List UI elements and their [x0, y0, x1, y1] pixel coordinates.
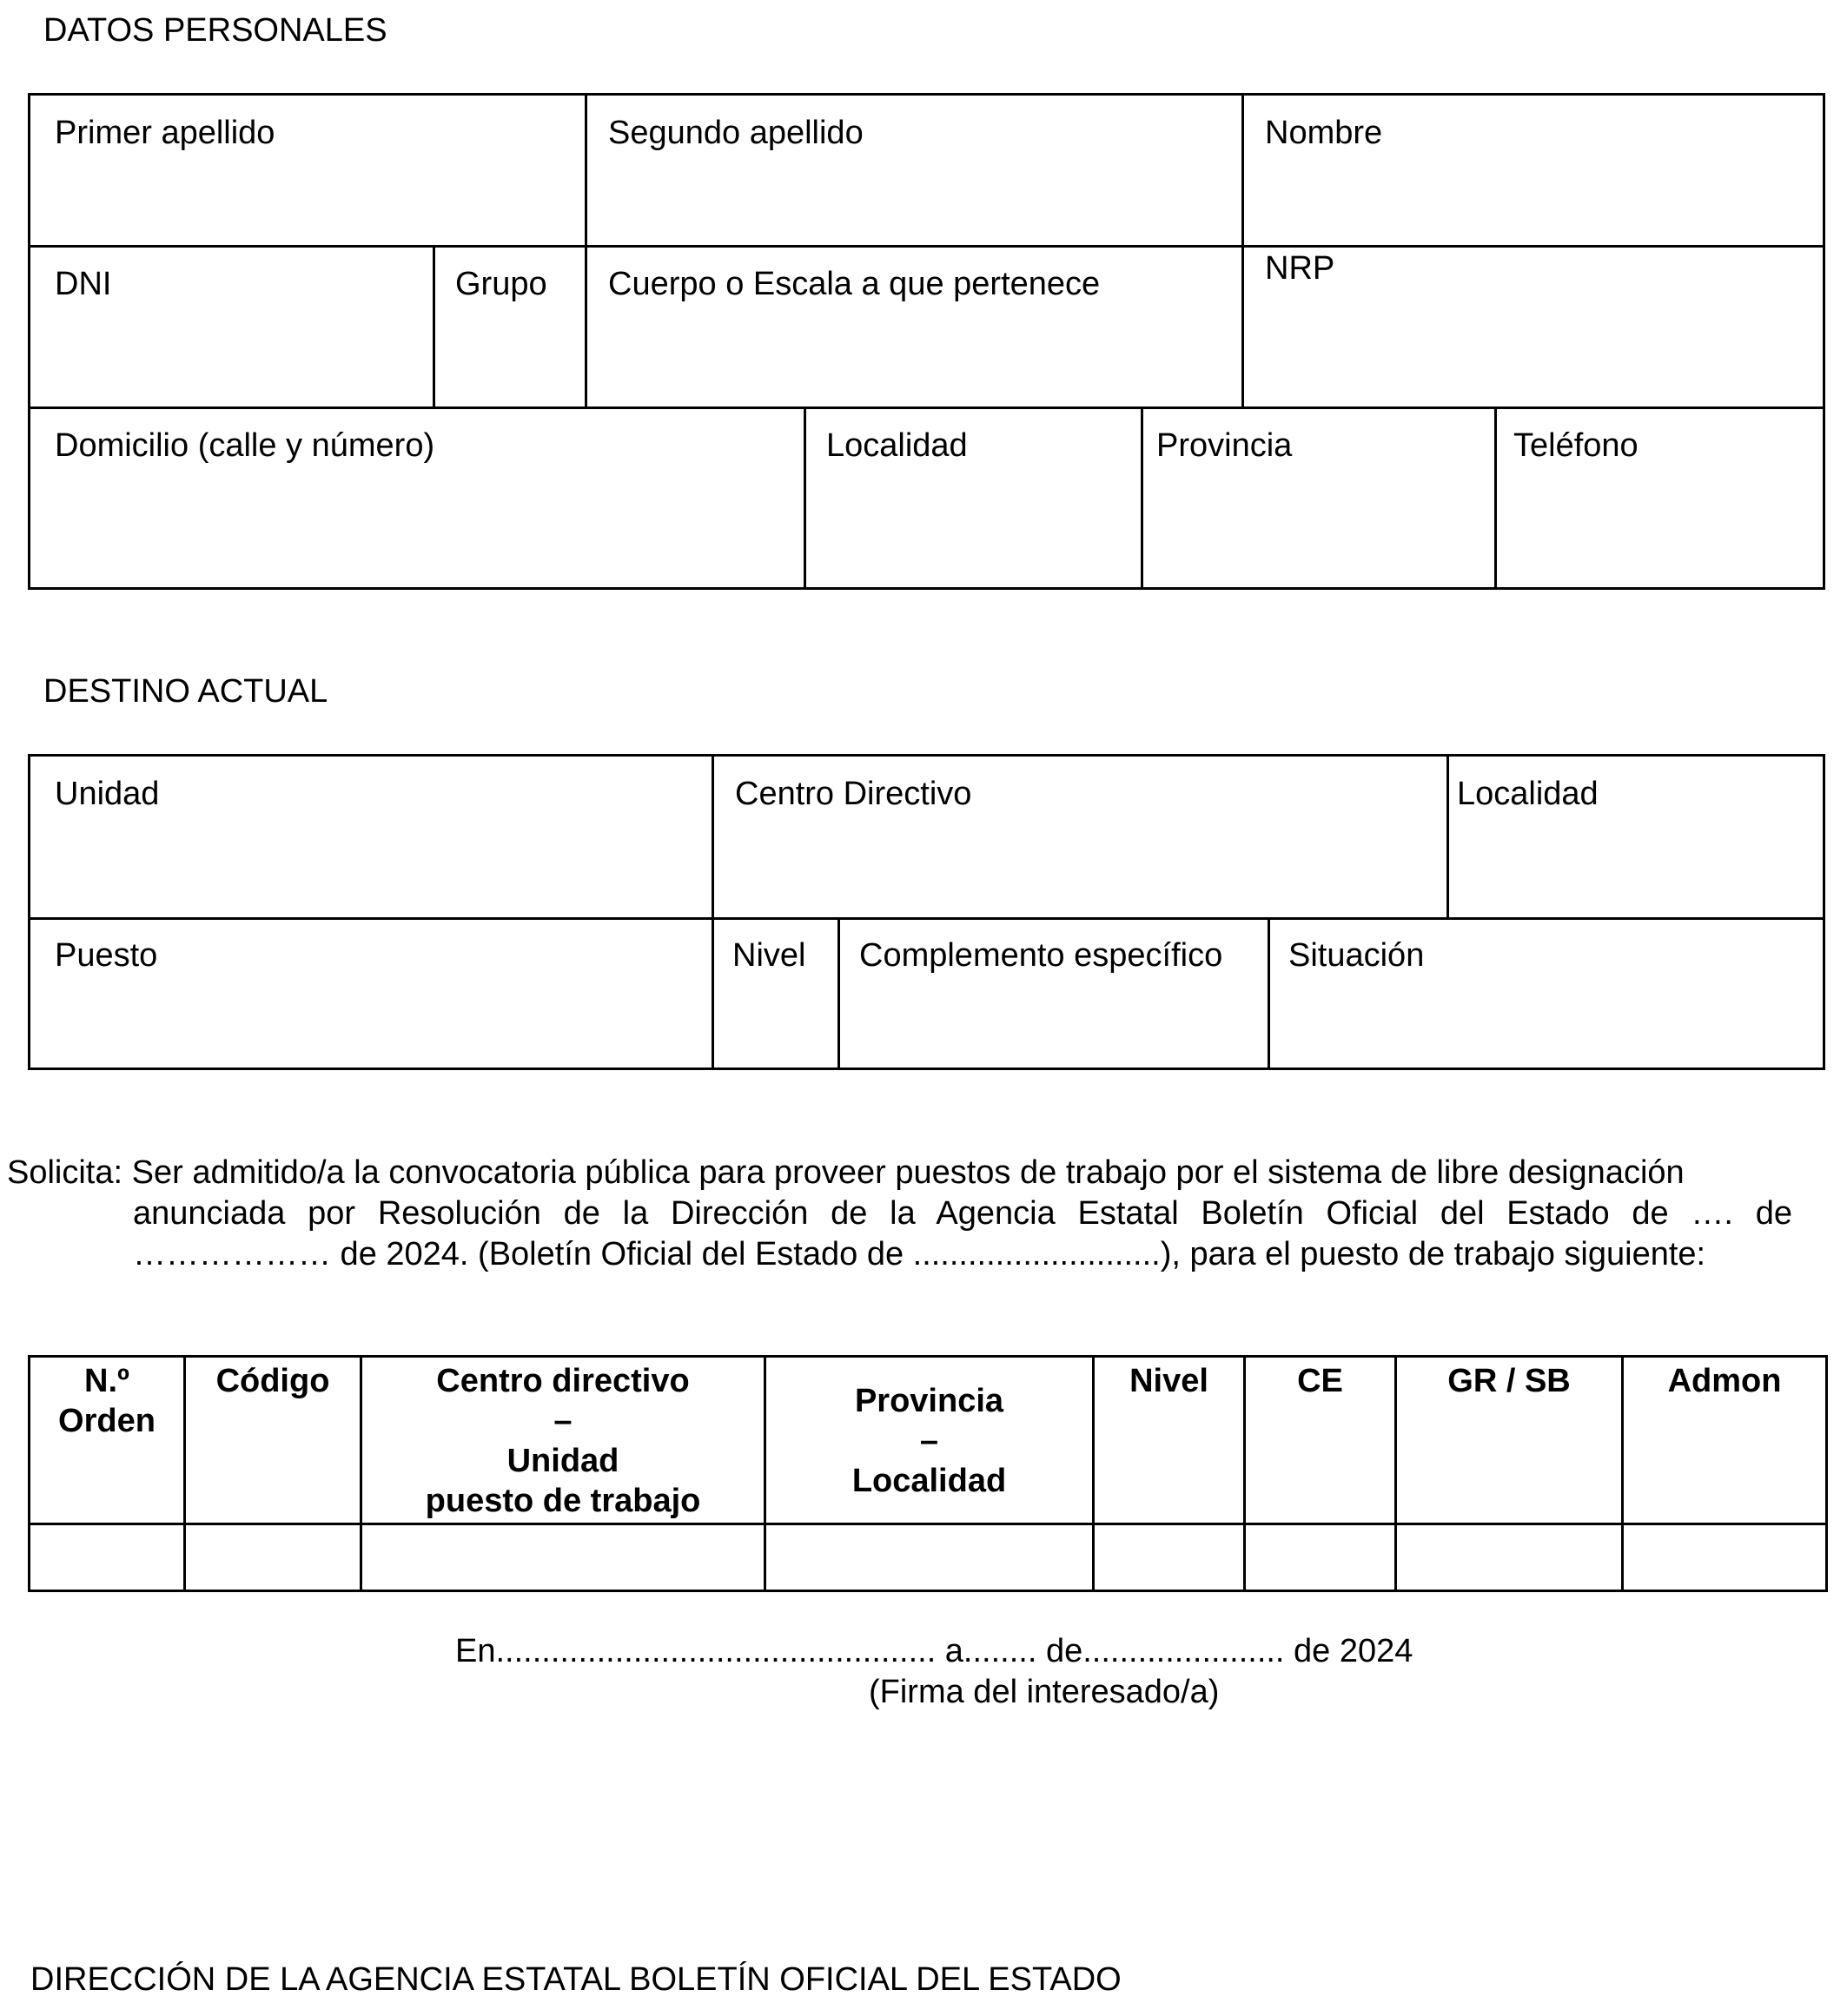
- puesto-solicitado-table: [28, 1355, 1828, 1592]
- field-primer-apellido[interactable]: Primer apellido: [55, 115, 275, 151]
- column-header-ce: CE: [1297, 1363, 1343, 1399]
- cell-admon[interactable]: [1624, 1525, 1825, 1590]
- column-header-provincia-localidad: Provincia – Localidad: [851, 1383, 1007, 1499]
- solicitud-line-1: Ser admitido/a la convocatoria pública para proveer puestos de trabajo por el sistema de libre designación: [131, 1154, 1685, 1191]
- field-grupo[interactable]: Grupo: [455, 266, 547, 302]
- field-nrp[interactable]: NRP: [1265, 250, 1335, 287]
- column-header-centro-directivo: Centro directivo – Unidad puesto de trabajo: [425, 1363, 701, 1519]
- field-situacion[interactable]: Situación: [1288, 937, 1425, 974]
- column-header-admon: Admon: [1667, 1363, 1782, 1399]
- fecha-lugar-line: En................................................ a........ de...................... de 2024: [455, 1633, 1413, 1669]
- section-heading-datos-personales: DATOS PERSONALES: [43, 12, 387, 49]
- field-dni[interactable]: DNI: [55, 266, 112, 302]
- cell-ce[interactable]: [1246, 1525, 1394, 1590]
- field-unidad[interactable]: Unidad: [55, 776, 160, 812]
- field-localidad[interactable]: Localidad: [826, 427, 968, 464]
- field-centro-directivo[interactable]: Centro Directivo: [735, 776, 972, 812]
- cell-orden[interactable]: [30, 1525, 183, 1590]
- solicitud-line-3: ……………… de 2024. (Boletín Oficial del Estado de ...........................), para el puesto de trabajo siguiente:: [133, 1236, 1706, 1272]
- solicitud-paragraph: [7, 1153, 1797, 1275]
- cell-gr-sb[interactable]: [1397, 1525, 1621, 1590]
- column-header-orden: N.º Orden: [58, 1363, 156, 1439]
- column-header-codigo: Código: [215, 1363, 330, 1399]
- field-puesto[interactable]: Puesto: [55, 937, 158, 974]
- solicitud-line-2: anunciada por Resolución de la Dirección de la Agencia Estatal Boletín Oficial del Estado de …. de: [133, 1195, 1792, 1232]
- field-nivel[interactable]: Nivel: [732, 937, 806, 974]
- field-cuerpo-escala[interactable]: Cuerpo o Escala a que pertenece: [608, 266, 1101, 302]
- footer-destinatario: DIRECCIÓN DE LA AGENCIA ESTATAL BOLETÍN OFICIAL DEL ESTADO: [30, 1961, 1122, 1998]
- field-segundo-apellido[interactable]: Segundo apellido: [608, 115, 864, 151]
- field-domicilio[interactable]: Domicilio (calle y número): [55, 427, 435, 464]
- cell-provincia-localidad[interactable]: [766, 1525, 1092, 1590]
- column-header-gr-sb: GR / SB: [1447, 1363, 1571, 1399]
- datos-personales-table: [28, 93, 1825, 590]
- cell-nivel[interactable]: [1095, 1525, 1243, 1590]
- firma-label: (Firma del interesado/a): [869, 1674, 1220, 1710]
- solicita-label: Solicita:: [7, 1154, 123, 1191]
- section-heading-destino-actual: DESTINO ACTUAL: [43, 673, 328, 710]
- field-complemento-especifico[interactable]: Complemento específico: [859, 937, 1223, 974]
- field-provincia[interactable]: Provincia: [1156, 427, 1293, 464]
- field-nombre[interactable]: Nombre: [1265, 115, 1383, 151]
- field-localidad-destino[interactable]: Localidad: [1457, 776, 1599, 812]
- destino-actual-table: [28, 754, 1825, 1070]
- cell-codigo[interactable]: [186, 1525, 360, 1590]
- cell-centro-directivo[interactable]: [362, 1525, 764, 1590]
- column-header-nivel: Nivel: [1129, 1363, 1208, 1399]
- field-telefono[interactable]: Teléfono: [1513, 427, 1638, 464]
